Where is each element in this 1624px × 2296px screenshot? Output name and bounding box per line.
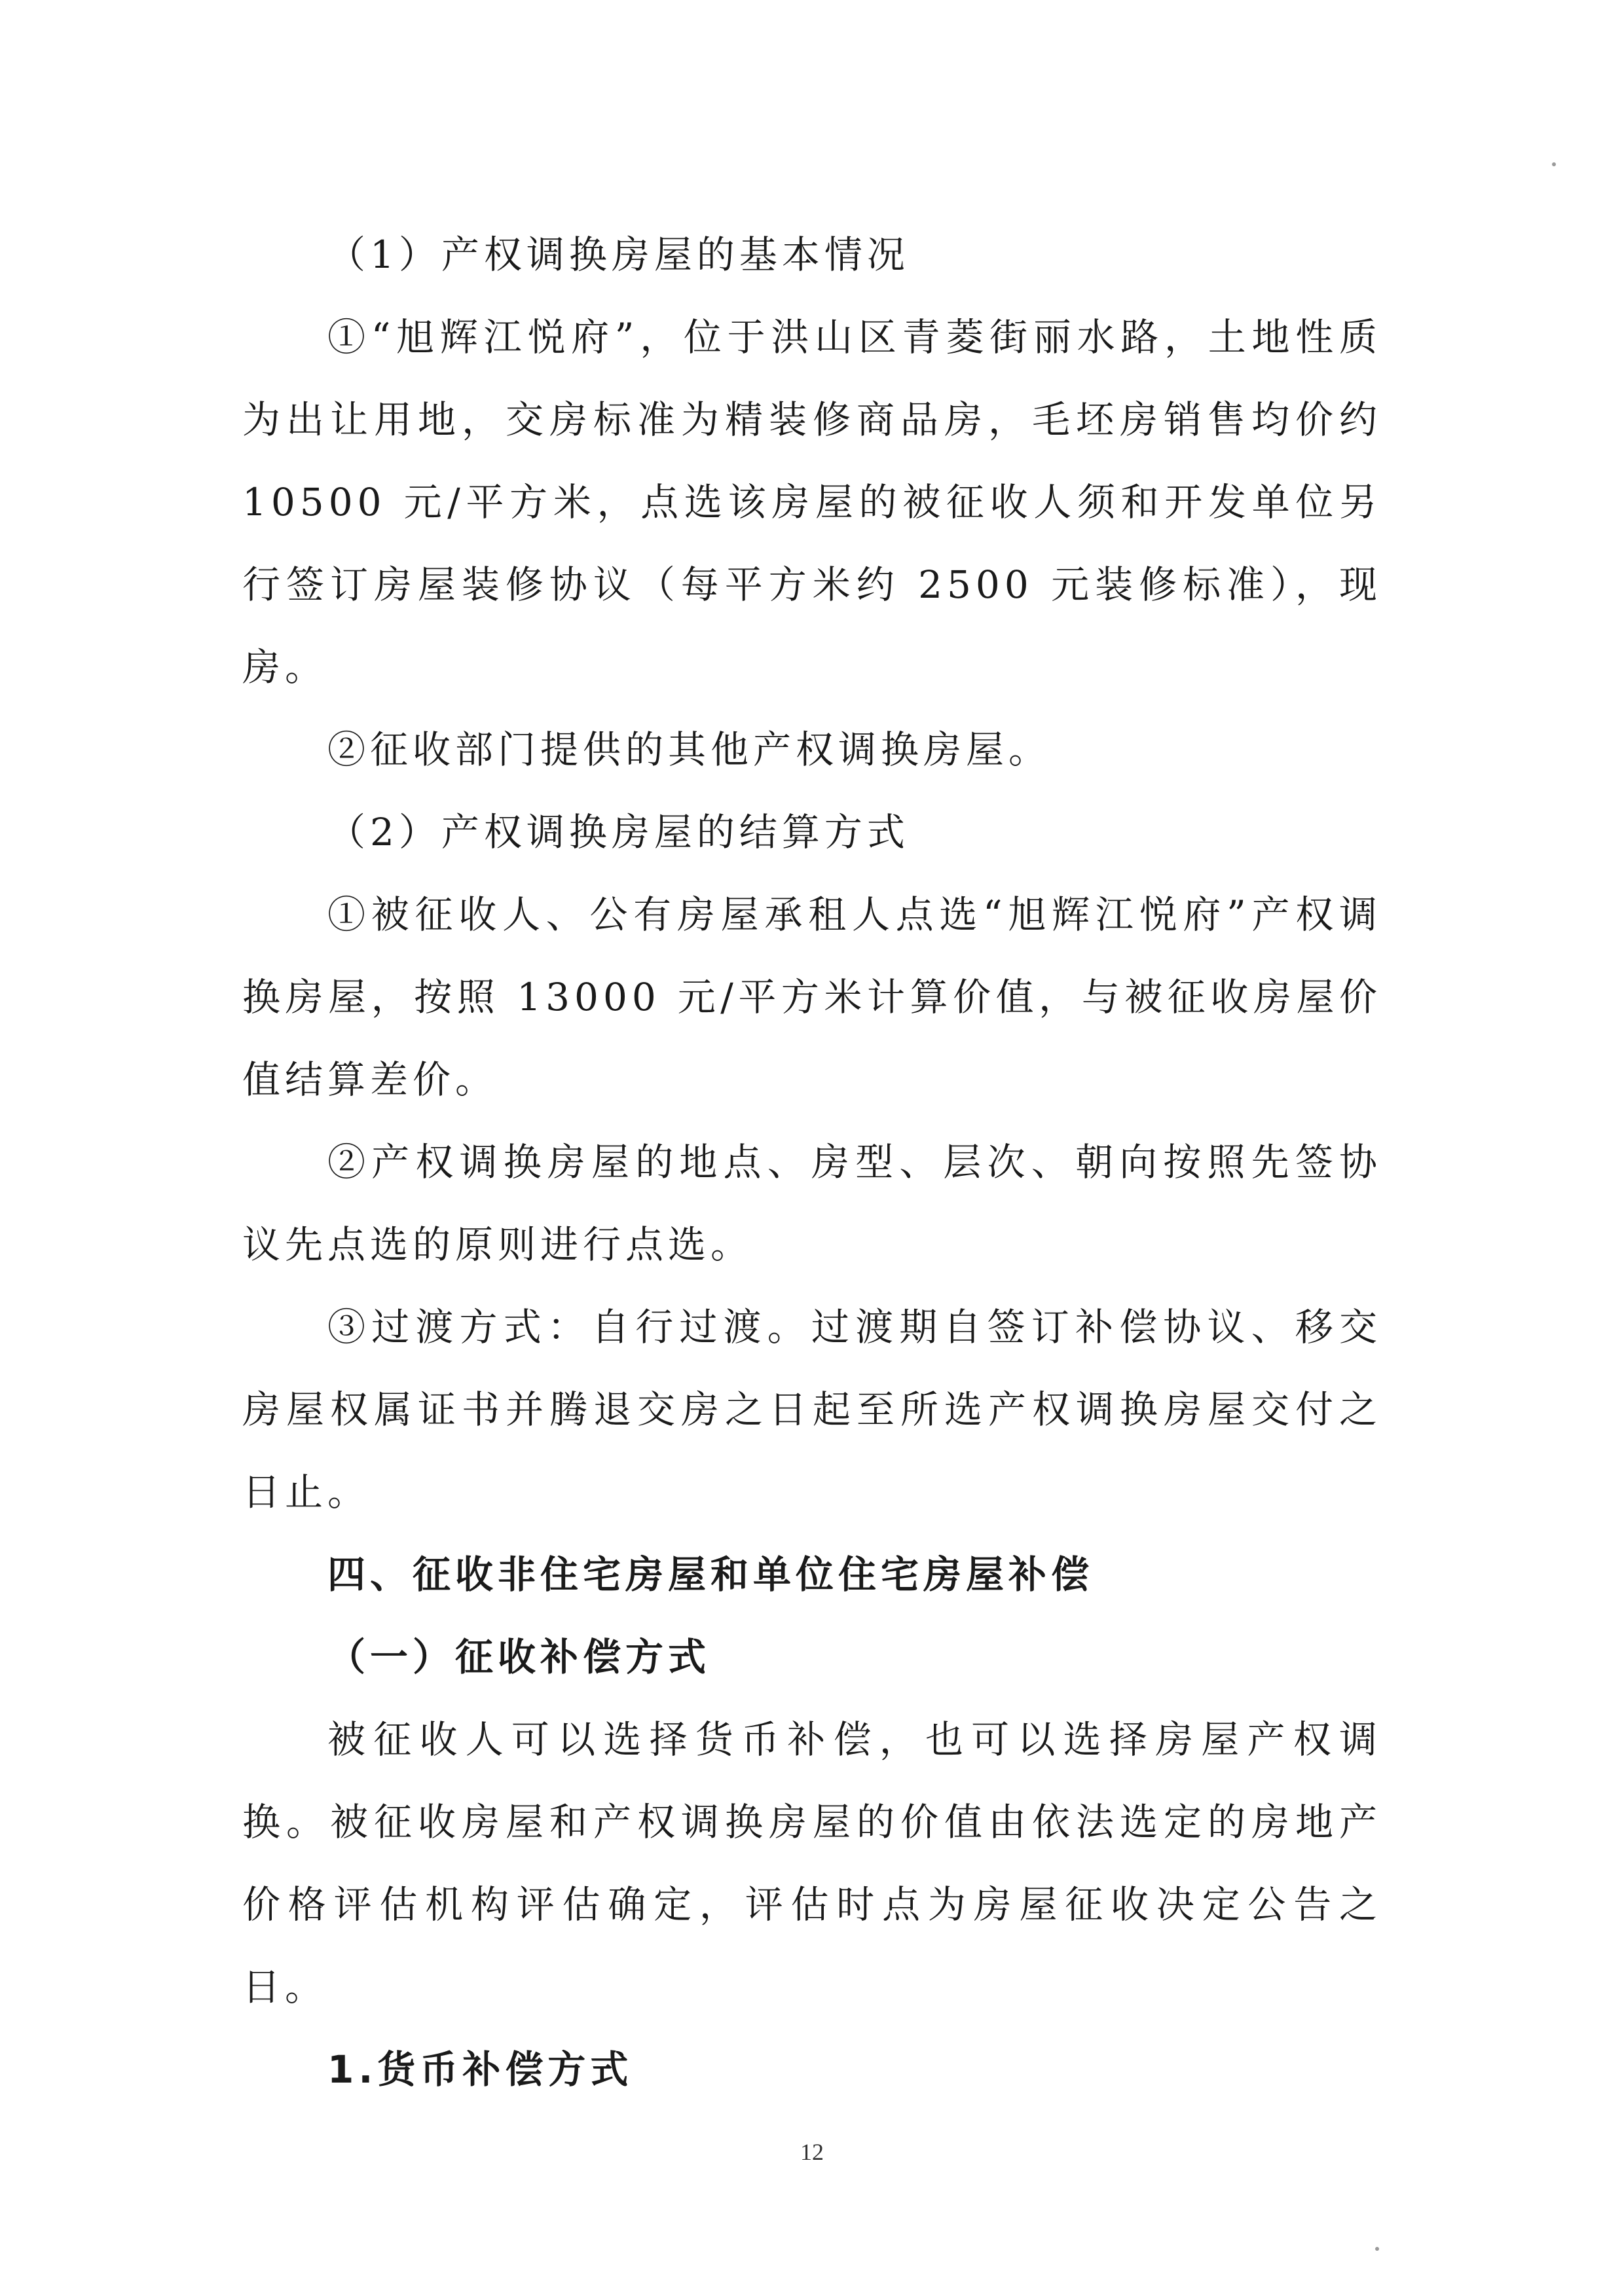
document-body — [242, 213, 1382, 2111]
paragraph-other-housing: ②征收部门提供的其他产权调换房屋。 — [327, 727, 1052, 772]
subsection-heading-monetary: 1.货币补偿方式 — [327, 2047, 633, 2092]
subsection-title-settlement: （2）产权调换房屋的结算方式 — [327, 810, 910, 854]
paragraph-transition-method: ③过渡方式：自行过渡。过渡期自签订补偿协议、移交房屋权属证书并腾退交房之日起至所选产权调换房屋交付之日止。 — [242, 1305, 1382, 1514]
subsection-heading-compensation-method: （一）征收补偿方式 — [327, 1635, 711, 1679]
page-number: 12 — [800, 2139, 824, 2165]
paragraph-compensation-choice: 被征收人可以选择货币补偿，也可以选择房屋产权调换。被征收房屋和产权调换房屋的价值由依法选定的房地产价格评估机构评估确定，评估时点为房屋征收决定公告之日。 — [242, 1717, 1382, 2009]
paragraph-selection-principle: ②产权调换房屋的地点、房型、层次、朝向按照先签协议先点选的原则进行点选。 — [242, 1140, 1382, 1267]
scan-speck-bottom-right — [1375, 2247, 1379, 2251]
paragraph-xuhui-project: ①“旭辉江悦府”，位于洪山区青菱街丽水路，土地性质为出让用地，交房标准为精装修商品房，毛坯房销售均价约 10500 元/平方米，点选该房屋的被征收人须和开发单位另行签订房屋装修协议（每平方米约 2500 元装修标准），现房。 — [242, 315, 1382, 689]
subsection-title-basic-info: （1）产权调换房屋的基本情况 — [327, 232, 910, 277]
paragraph-settlement-price: ①被征收人、公有房屋承租人点选“旭辉江悦府”产权调换房屋，按照 13000 元/平方米计算价值，与被征收房屋价值结算差价。 — [242, 892, 1382, 1102]
section-heading-non-residential: 四、征收非住宅房屋和单位住宅房屋补偿 — [327, 1552, 1094, 1597]
scan-speck-top-right — [1552, 162, 1556, 166]
